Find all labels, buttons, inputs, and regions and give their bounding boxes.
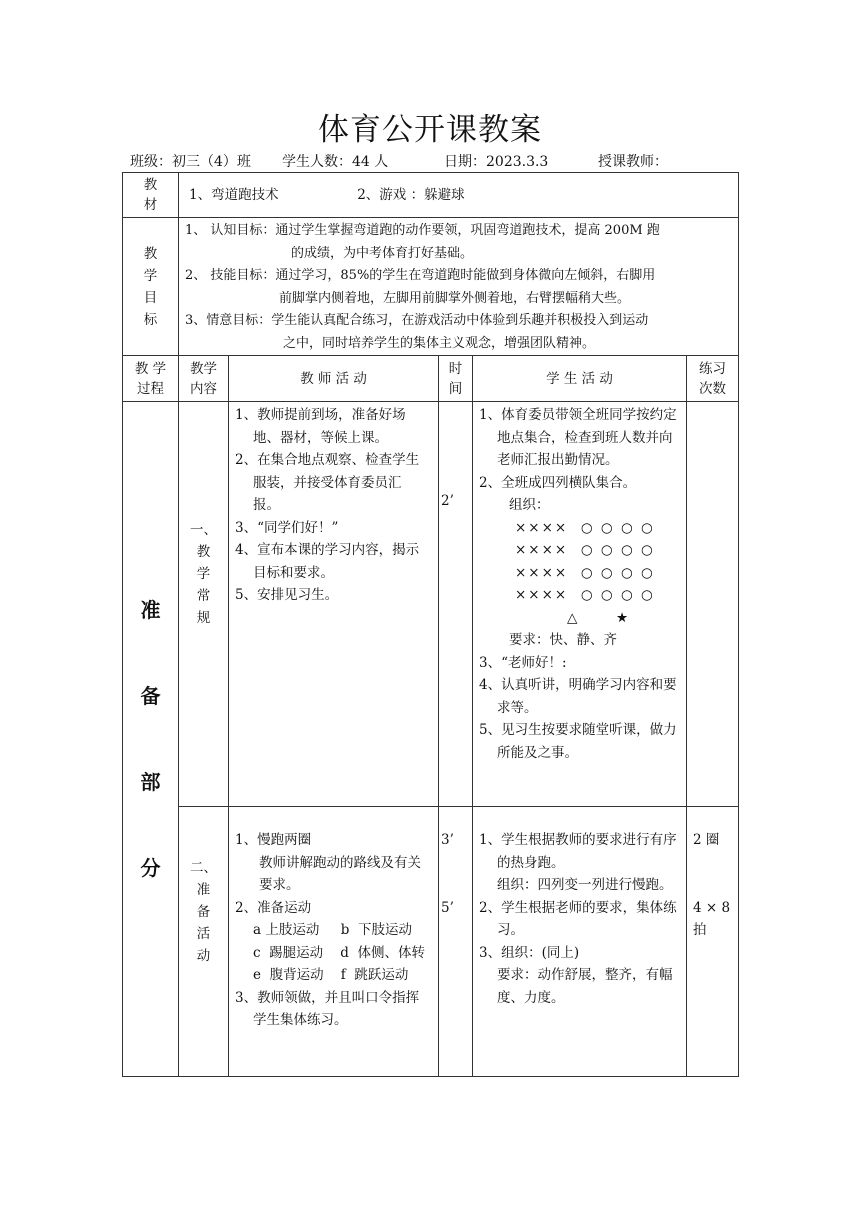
header-text: 教 学 — [134, 360, 167, 377]
routine-reps — [687, 402, 739, 807]
header-process — [123, 356, 179, 402]
routine-teacher-activity — [229, 402, 439, 807]
teacher-item: 3、“同学们好！” — [235, 519, 339, 536]
header-text: 教学 — [190, 360, 217, 377]
routine-student-activity — [473, 402, 687, 807]
goals-content — [179, 218, 739, 356]
student-item: 4、认真听讲，明确学习内容和要求等。 — [479, 677, 677, 716]
student-item: 1、体育委员带领全班同学按约定地点集合，检查到班人数并向老师汇报出勤情况。 — [479, 407, 677, 468]
formation-row: ×××× ○ ○ ○ ○ — [515, 542, 655, 558]
reps-value: 4 × 8 拍 — [693, 899, 731, 938]
warmup-row — [123, 807, 739, 1077]
label-char: 备 — [196, 903, 211, 920]
routine-label — [179, 402, 229, 807]
teacher-item: 4、宣布本课的学习内容，揭示目标和要求。 — [235, 542, 420, 581]
student-item: 2、学生根据老师的要求，集体练习。 — [479, 899, 677, 938]
reps-value: 2 圈 — [693, 832, 720, 848]
formation-row: ×××× ○ ○ ○ ○ — [515, 564, 655, 581]
section-char: 部 — [140, 770, 161, 794]
lesson-plan-table — [122, 172, 739, 1077]
label-char: 学 — [196, 566, 211, 582]
formation-markers: △ ★ — [567, 609, 629, 626]
header-reps — [687, 356, 739, 402]
routine-row — [123, 402, 739, 807]
warmup-label — [179, 807, 229, 1077]
student-item: 3、“老师好！: — [479, 654, 567, 671]
goal-1-line1: 1、 认知目标：通过学生掌握弯道跑的动作要领，巩固弯道跑技术，提高 200M 跑 — [185, 223, 660, 238]
label-char: 规 — [196, 610, 211, 626]
routine-time: 2’ — [439, 402, 473, 807]
header-text: 间 — [448, 380, 463, 397]
section-char: 备 — [140, 684, 161, 708]
header-text: 练习 — [699, 360, 726, 377]
warmup-student-activity — [473, 807, 687, 1077]
exercise-pair: a 上肢运动 b 下肢运动 — [253, 922, 413, 938]
label-char: 教 — [196, 544, 211, 560]
header-content — [179, 356, 229, 402]
material-content — [179, 173, 739, 218]
goal-3-line2: 之中，同时培养学生的集体主义观念，增强团队精神。 — [283, 335, 596, 351]
label-char: 一、 — [190, 522, 217, 538]
organization-label: 组织： — [509, 497, 550, 513]
teacher-item: 1、教师提前到场，准备好场地、器材，等候上课。 — [235, 407, 406, 446]
label-char: 学 — [143, 267, 158, 284]
material-label — [123, 173, 179, 218]
label-char: 教 — [143, 245, 158, 262]
lesson-date: 日期：2023.3.3 — [444, 154, 549, 170]
label-char: 材 — [143, 197, 158, 213]
warmup-reps — [687, 807, 739, 1077]
header-text: 次数 — [699, 380, 726, 397]
student-item: 1、学生根据教师的要求进行有序的热身跑。 — [479, 832, 677, 871]
warmup-time — [439, 807, 473, 1077]
header-teacher-activity: 教 师 活 动 — [229, 356, 439, 402]
formation-row: ×××× ○ ○ ○ ○ — [515, 587, 655, 603]
header-text: 过程 — [137, 380, 164, 397]
formation-row: ×××× ○ ○ ○ ○ — [515, 519, 655, 536]
goal-1-line2: 的成绩，为中考体育打好基础。 — [291, 245, 474, 261]
section-label — [123, 402, 179, 1077]
label-char: 目 — [143, 289, 158, 306]
header-time — [439, 356, 473, 402]
teacher-item: 1、慢跑两圈 — [235, 832, 312, 848]
material-item-2: 2、游戏 ：躲避球 — [357, 186, 465, 203]
label-char: 二、 — [190, 859, 217, 876]
teacher-item: 2、在集合地点观察、检查学生服装，并接受体育委员汇报。 — [235, 452, 420, 513]
goals-row — [123, 218, 739, 356]
class-info: 班级：初三（4）班 — [130, 154, 251, 170]
student-count: 学生人数：44 人 — [282, 154, 389, 170]
header-text: 内容 — [190, 380, 217, 397]
material-item-1: 1、弯道跑技术 — [189, 186, 279, 203]
header-row — [123, 356, 739, 402]
label-char: 准 — [196, 881, 211, 898]
student-item-detail: 要求：动作舒展，整齐，有幅度、力度。 — [497, 967, 673, 1006]
header-text: 时 — [448, 360, 463, 377]
label-char: 教 — [143, 177, 158, 193]
student-item-detail: 组织：四列变一列进行慢跑。 — [497, 877, 673, 893]
teacher-item: 2、准备运动 — [235, 899, 312, 916]
label-char: 常 — [196, 588, 211, 604]
page-title: 体育公开课教案 — [318, 112, 542, 148]
material-row — [123, 173, 739, 218]
label-char: 动 — [196, 947, 211, 964]
section-char: 分 — [140, 856, 161, 880]
warmup-teacher-activity — [229, 807, 439, 1077]
student-item: 3、组织：(同上) — [479, 944, 580, 961]
section-char: 准 — [140, 598, 161, 622]
header-student-activity: 学 生 活 动 — [473, 356, 687, 402]
goal-3-line1: 3、情意目标：学生能认真配合练习，在游戏活动中体验到乐趣并积极投入到运动 — [185, 313, 649, 328]
goal-2-line1: 2、 技能目标：通过学习，85%的学生在弯道跑时能做到身体微向左倾斜，右脚用 — [185, 268, 656, 283]
exercise-pair: e 腹背运动 f 跳跃运动 — [253, 967, 409, 983]
exercise-pair: c 踢腿运动 d 体侧、体转 — [253, 944, 426, 961]
goals-label — [123, 218, 179, 356]
student-item: 5、见习生按要求随堂听课，做力所能及之事。 — [479, 722, 677, 761]
time-value: 3’ — [441, 832, 454, 848]
teacher-item: 5、安排见习生。 — [235, 587, 339, 603]
teacher-item-detail: 教师讲解跑动的路线及有关要求。 — [259, 854, 421, 893]
time-value: 5’ — [441, 899, 454, 916]
goal-2-line2: 前脚掌内侧着地，左脚用前脚掌外侧着地，右臂摆幅稍大些。 — [279, 290, 631, 306]
label-char: 活 — [196, 925, 211, 942]
student-item: 2、全班成四列横队集合。 — [479, 474, 637, 491]
teacher-item: 3、教师领做，并且叫口令指挥学生集体练习。 — [235, 989, 420, 1028]
teacher-name: 授课教师： — [598, 154, 668, 170]
requirement: 要求：快、静、齐 — [509, 632, 617, 648]
label-char: 标 — [143, 311, 158, 328]
